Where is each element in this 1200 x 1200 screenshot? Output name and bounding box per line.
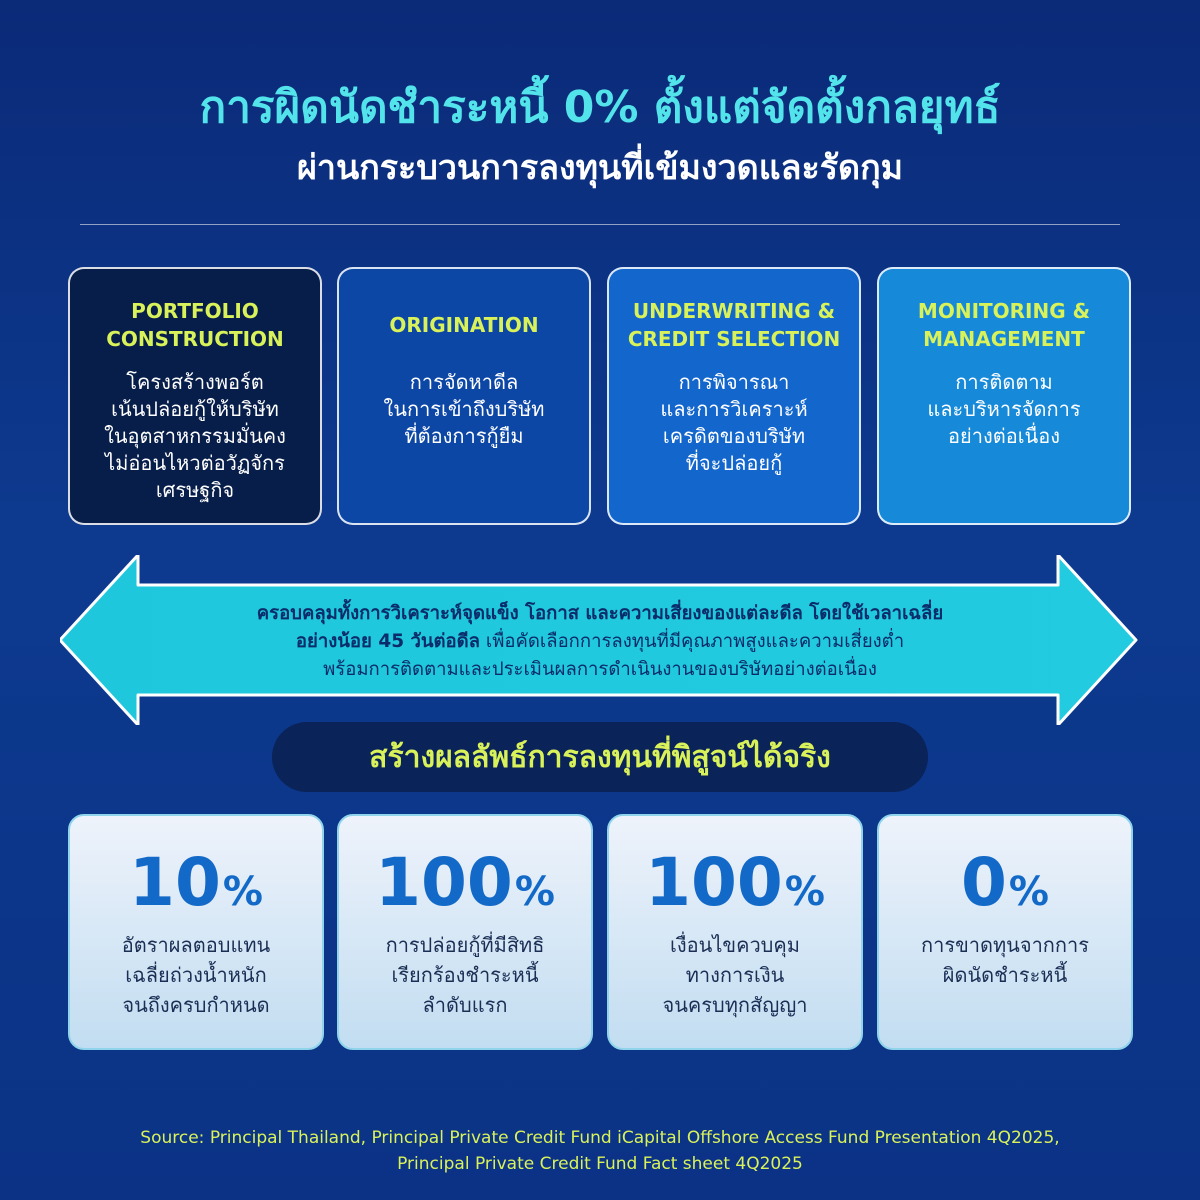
stat-value: 10% [129, 844, 263, 921]
step-description: การติดตาม และบริหารจัดการ อย่างต่อเนื่อง [927, 370, 1081, 448]
main-title: การผิดนัดชำระหนี้ 0% ตั้งแต่จัดตั้งกลยุทธ์ [199, 82, 1001, 133]
stat-card-default-loss [877, 814, 1133, 1050]
stat-description: เงื่อนไขควบคุม ทางการเงิน จนครบทุกสัญญา [662, 933, 808, 1017]
step-card-portfolio-construction [68, 267, 322, 525]
stat-card-covenants [607, 814, 863, 1050]
step-title: MONITORING & MANAGEMENT [917, 299, 1091, 351]
stat-value: 100% [645, 844, 825, 921]
source-note: Source: Principal Thailand, Principal Private Credit Fund iCapital Offshore Access Fund Presentation 4Q2025, Principal Private Credit Fund Fact sheet 4Q2025 [140, 1128, 1060, 1174]
stat-card-senior-secured [337, 814, 593, 1050]
description-highlight: อย่างน้อย 45 วันต่อดีล [295, 631, 481, 652]
process-description [150, 600, 1050, 684]
step-card-underwriting [607, 267, 861, 525]
step-description: การจัดหาดีล ในการเข้าถึงบริษัท ที่ต้องการกู้ยืม [383, 370, 545, 448]
description-line-2: เพื่อคัดเลือกการลงทุนที่มีคุณภาพสูงและความเสี่ยงต่ำ [480, 631, 905, 652]
divider [80, 224, 1120, 225]
step-card-monitoring [877, 267, 1131, 525]
step-title: PORTFOLIO CONSTRUCTION [106, 299, 284, 351]
description-line-1: ครอบคลุมทั้งการวิเคราะห์จุดแข็ง โอกาส และความเสี่ยงของแต่ละดีล โดยใช้เวลาเฉลี่ย [256, 603, 944, 624]
description-line-3: พร้อมการติดตามและประเมินผลการดำเนินงานของบริษัทอย่างต่อเนื่อง [323, 659, 877, 680]
step-title: UNDERWRITING & CREDIT SELECTION [627, 299, 841, 351]
step-title: ORIGINATION [389, 313, 539, 337]
subtitle: ผ่านกระบวนการลงทุนที่เข้มงวดและรัดกุม [296, 148, 904, 188]
stat-card-yield [68, 814, 324, 1050]
stat-description: การขาดทุนจากการ ผิดนัดชำระหนี้ [921, 933, 1089, 987]
step-description: การพิจารณา และการวิเคราะห์ เครดิตของบริษัท ที่จะปล่อยกู้ [660, 370, 808, 475]
stat-value: 100% [375, 844, 555, 921]
stat-description: การปล่อยกู้ที่มีสิทธิ เรียกร้องชำระหนี้ ลำดับแรก [385, 933, 545, 1017]
stat-value: 0% [960, 844, 1049, 921]
results-heading: สร้างผลลัพธ์การลงทุนที่พิสูจน์ได้จริง [272, 722, 928, 792]
stat-description: อัตราผลตอบแทน เฉลี่ยถ่วงน้ำหนัก จนถึงครบกำหนด [121, 933, 271, 1017]
step-description: โครงสร้างพอร์ต เน้นปล่อยกู้ให้บริษัท ในอุตสาหกรรมมั่นคง ไม่อ่อนไหวต่อวัฏจักร เศรษฐกิจ [104, 370, 286, 502]
step-card-origination [337, 267, 591, 525]
